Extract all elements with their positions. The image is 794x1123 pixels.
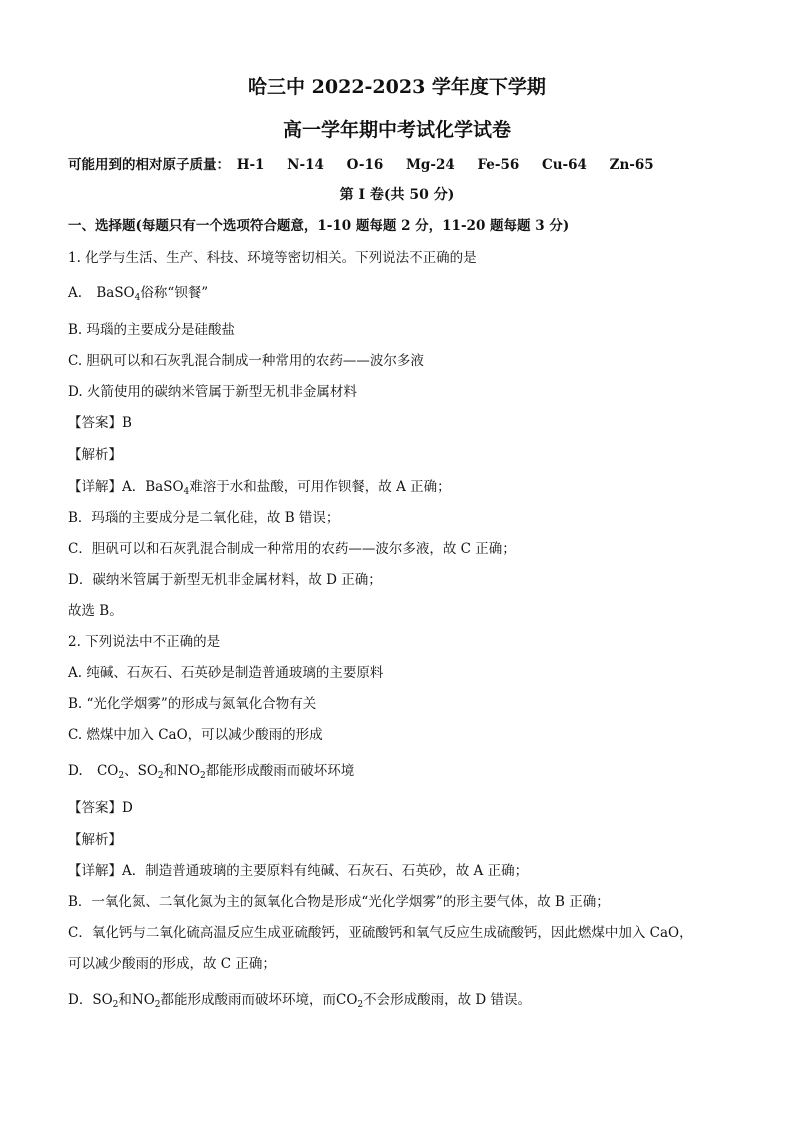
q1-detail-c: C．胆矾可以和石灰乳混合制成一种常用的农药——波尔多液，故 C 正确； — [68, 541, 516, 557]
q2-detail-c1: C．氧化钙与二氧化硫高温反应生成亚硫酸钙，亚硫酸钙和氧气反应生成硫酸钙，因此燃煤中加入 CaO， — [68, 925, 693, 941]
atomic-mass-label: 可能用到的相对原子质量： — [68, 157, 230, 173]
formula: $CO_2$ — [336, 992, 364, 1010]
q1-analysis-label: 【解析】 — [68, 447, 122, 463]
q2-detail-c2: 可以减少酸雨的形成，故 C 正确； — [68, 956, 276, 972]
formula: $NO_2$ — [131, 992, 161, 1010]
q1-option-a — [68, 281, 208, 303]
q2-analysis-label: 【解析】 — [68, 832, 122, 848]
q2-answer: 【答案】D — [68, 800, 133, 816]
q2-detail-b: B．一氧化氮、二氧化氮为主的氮氧化合物是形成“光化学烟雾”的形主要气体，故 B 正确； — [68, 894, 610, 910]
part1-title: 第 I 卷(共 50 分) — [339, 187, 455, 203]
atomic-mass-item: N-14 — [287, 157, 324, 173]
q1-stem: 1. 化学与生活、生产、科技、环境等密切相关。下列说法不正确的是 — [68, 250, 477, 266]
atomic-mass-item: Mg-24 — [405, 157, 455, 173]
q2-option-b: B. “光化学烟雾”的形成与氮氧化合物有关 — [68, 696, 317, 712]
atomic-mass-item: Fe-56 — [477, 157, 520, 173]
formula: $CO_2$ — [96, 763, 125, 781]
option-label: D. — [68, 763, 83, 779]
section-title: 一、选择题(每题只有一个选项符合题意，1-10 题每题 2 分，11-20 题每题 3 分) — [68, 218, 570, 234]
atomic-mass-item: O-16 — [346, 157, 384, 173]
q1-option-d: D. 火箭使用的碳纳米管属于新型无机非金属材料 — [68, 384, 357, 400]
formula: $SO_2$ — [137, 763, 164, 781]
atomic-mass-item: H-1 — [236, 157, 265, 173]
q1-detail-a: 【详解】A．BaSO$_4$难溶于水和盐酸，可用作钡餐，故 A 正确； — [68, 479, 451, 497]
exam-title-line1: 哈三中 2022-2023 学年度下学期 — [248, 76, 546, 98]
q1-detail-d: D．碳纳米管属于新型无机非金属材料，故 D 正确； — [68, 572, 382, 588]
q2-option-d: D. $CO_2$、$SO_2$和$NO_2$都能形成酸雨而破坏环境 — [68, 763, 355, 781]
q2-stem: 2. 下列说法中不正确的是 — [68, 634, 221, 650]
q1-answer: 【答案】B — [68, 415, 132, 431]
option-text: 俗称“钡餐” — [140, 285, 209, 301]
q2-option-a: A. 纯碱、石灰石、石英砂是制造普通玻璃的主要原料 — [68, 665, 384, 681]
formula: $NO_2$ — [177, 763, 206, 781]
atomic-mass-item: Zn-65 — [609, 157, 654, 173]
q1-option-c: C. 胆矾可以和石灰乳混合制成一种常用的农药——波尔多液 — [68, 353, 424, 369]
q2-option-c: C. 燃煤中加入 CaO，可以减少酸雨的形成 — [68, 727, 323, 743]
option-label: A. — [68, 285, 83, 301]
exam-title-line2: 高一学年期中考试化学试卷 — [282, 119, 511, 141]
q1-conclusion: 故选 B。 — [68, 603, 123, 619]
q1-option-b: B. 玛瑙的主要成分是硅酸盐 — [68, 322, 236, 338]
q2-detail-d: D．$SO_2$和$NO_2$都能形成酸雨而破坏环境，而$CO_2$不会形成酸雨，故 D 错误。 — [68, 992, 532, 1010]
atomic-mass-line — [68, 153, 672, 173]
atomic-mass-item: Cu-64 — [541, 157, 587, 173]
formula: BaSO$_4$ — [96, 285, 141, 303]
q2-detail-a: 【详解】A．制造普通玻璃的主要原料有纯碱、石灰石、石英砂，故 A 正确； — [68, 863, 529, 879]
q1-detail-b: B．玛瑙的主要成分是二氧化硅，故 B 错误； — [68, 510, 340, 526]
